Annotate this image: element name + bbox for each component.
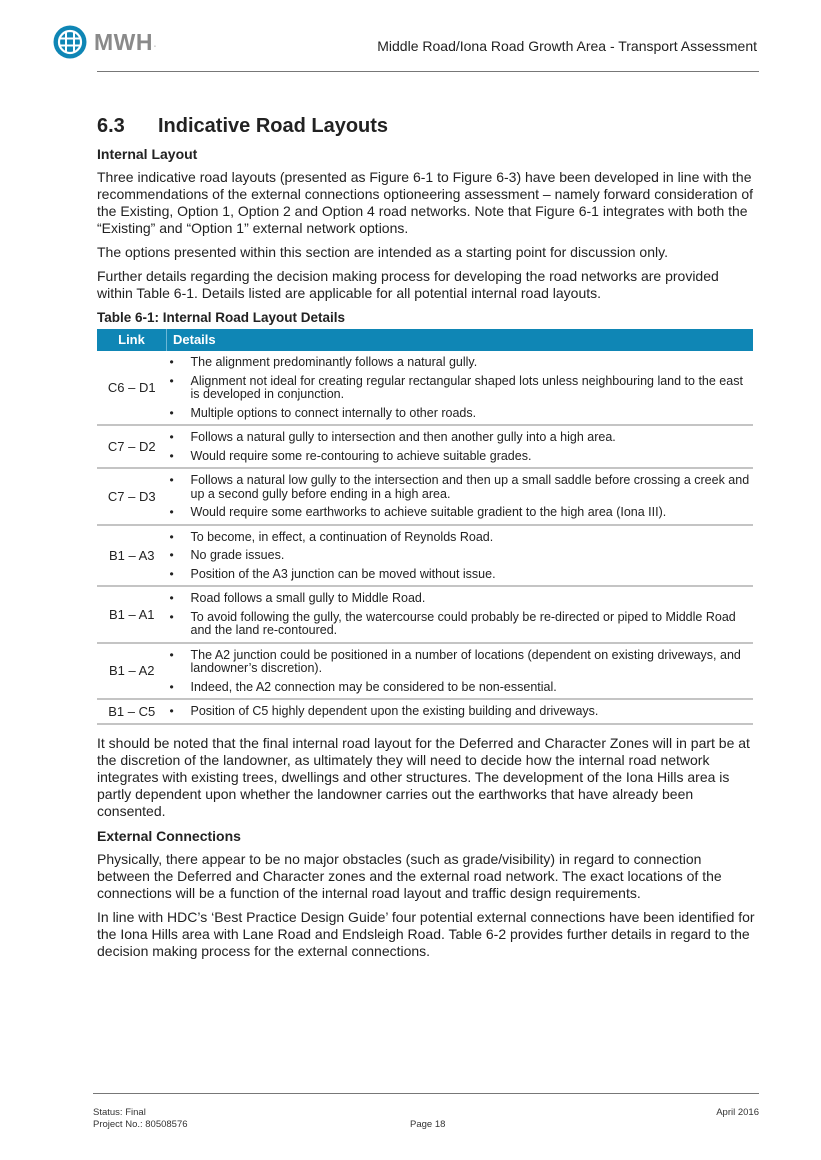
- internal-road-layout-table: [97, 329, 753, 725]
- details-cell: [167, 586, 754, 643]
- table-header-row: [97, 329, 753, 351]
- section-heading: [97, 115, 757, 138]
- detail-item: • The alignment predominantly follows a natural gully.: [167, 356, 754, 370]
- link-cell: C7 – D3: [97, 468, 167, 525]
- details-cell: [167, 699, 754, 724]
- table-caption: Table 6-1: Internal Road Layout Details: [97, 310, 346, 325]
- header-divider: [97, 71, 759, 72]
- column-header-details: Details: [167, 329, 754, 351]
- footer-divider: [93, 1093, 759, 1094]
- link-cell: C6 – D1: [97, 351, 167, 425]
- table-row: [97, 425, 753, 468]
- table-row: [97, 586, 753, 643]
- detail-item: • Position of the A3 junction can be moved without issue.: [167, 568, 754, 582]
- detail-item: • Road follows a small gully to Middle Road.: [167, 592, 754, 606]
- details-cell: [167, 425, 754, 468]
- detail-item: • Multiple options to connect internally to other roads.: [167, 407, 754, 421]
- link-cell: B1 – A3: [97, 525, 167, 587]
- document-date: April 2016: [716, 1107, 759, 1118]
- detail-item: • Position of C5 highly dependent upon the existing building and driveways.: [167, 705, 754, 719]
- detail-item: • Follows a natural gully to intersection and then another gully into a high area.: [167, 431, 754, 445]
- link-cell: C7 – D2: [97, 425, 167, 468]
- link-cell: B1 – A2: [97, 643, 167, 700]
- section-title: Indicative Road Layouts: [158, 115, 389, 137]
- paragraph: Physically, there appear to be no major obstacles (such as grade/visibility) in regard to connection between the Deferred and Character zones and the external road network. The exact locations of the connections will be a function of the internal road layout and traffic design requirements.: [97, 850, 722, 901]
- page-footer: [93, 1107, 759, 1131]
- detail-item: • Alignment not ideal for creating regular rectangular shaped lots unless neighbouring land to the east is developed in conjunction.: [167, 375, 754, 402]
- paragraph: In line with HDC’s ‘Best Practice Design Guide’ four potential external connections have been identified for the Iona Hills area with Lane Road and Endsleigh Road. Table 6-2 provides further details in regard to the decision making process for the external connections.: [97, 908, 755, 959]
- details-cell: [167, 525, 754, 587]
- status-text: Status: Final: [93, 1107, 146, 1118]
- project-number: Project No.: 80508576: [93, 1119, 188, 1130]
- detail-item: • Would require some earthworks to achieve suitable gradient to the high area (Iona III).: [167, 506, 754, 520]
- detail-item: • Would require some re-contouring to achieve suitable grades.: [167, 450, 754, 464]
- details-cell: [167, 643, 754, 700]
- column-header-link: Link: [97, 329, 167, 351]
- table-row: [97, 699, 753, 724]
- detail-item: • To avoid following the gully, the watercourse could probably be re-directed or piped to Middle Road and the land re-contoured.: [167, 611, 754, 638]
- table-row: [97, 468, 753, 525]
- details-cell: [167, 468, 754, 525]
- globe-icon: [53, 25, 87, 59]
- paragraph: The options presented within this section are intended as a starting point for discussion only.: [97, 244, 668, 260]
- mwh-logo: [53, 25, 157, 59]
- page-number: Page 18: [410, 1119, 446, 1130]
- page-content: [97, 115, 757, 967]
- table-row: [97, 643, 753, 700]
- document-title: Middle Road/Iona Road Growth Area - Transport Assessment: [377, 38, 757, 54]
- link-cell: B1 – C5: [97, 699, 167, 724]
- detail-item: • The A2 junction could be positioned in a number of locations (dependent on existing driveways, and landowner’s discretion).: [167, 649, 754, 676]
- paragraph: Three indicative road layouts (presented as Figure 6-1 to Figure 6-3) have been developed in line with the recommendations of the external connections optioneering assessment – namely forward consideration of the Existing, Option 1, Option 2 and Option 4 road networks. Note that Figure 6-1 integrates with both the “Existing” and “Option 1” external network options.: [97, 169, 754, 236]
- detail-item: • To become, in effect, a continuation of Reynolds Road.: [167, 531, 754, 545]
- logo-dot: .: [152, 34, 157, 50]
- paragraph: It should be noted that the final internal road layout for the Deferred and Character Zones will in part be at the discretion of the landowner, as ultimately they will need to decide how the internal road network integrates with existing trees, dwellings and other structures. The development of the Iona Hills area is partly dependent upon whether the landowner carries out the earthworks that have already been consented.: [97, 734, 750, 819]
- detail-item: • Follows a natural low gully to the intersection and then up a small saddle before crossing a creek and up a second gully before ending in a high area.: [167, 474, 754, 501]
- paragraph: Further details regarding the decision making process for developing the road networks are provided within Table 6-1. Details listed are applicable for all potential internal road layouts.: [97, 268, 719, 301]
- section-number: 6.3: [97, 115, 125, 137]
- table-row: [97, 525, 753, 587]
- table-row: [97, 351, 753, 425]
- detail-item: • No grade issues.: [167, 549, 754, 563]
- details-cell: [167, 351, 754, 425]
- detail-item: • Indeed, the A2 connection may be considered to be non-essential.: [167, 681, 754, 695]
- internal-layout-heading: Internal Layout: [97, 146, 198, 162]
- external-connections-heading: External Connections: [97, 827, 241, 844]
- link-cell: B1 – A1: [97, 586, 167, 643]
- logo-wordmark: MWH: [94, 28, 153, 55]
